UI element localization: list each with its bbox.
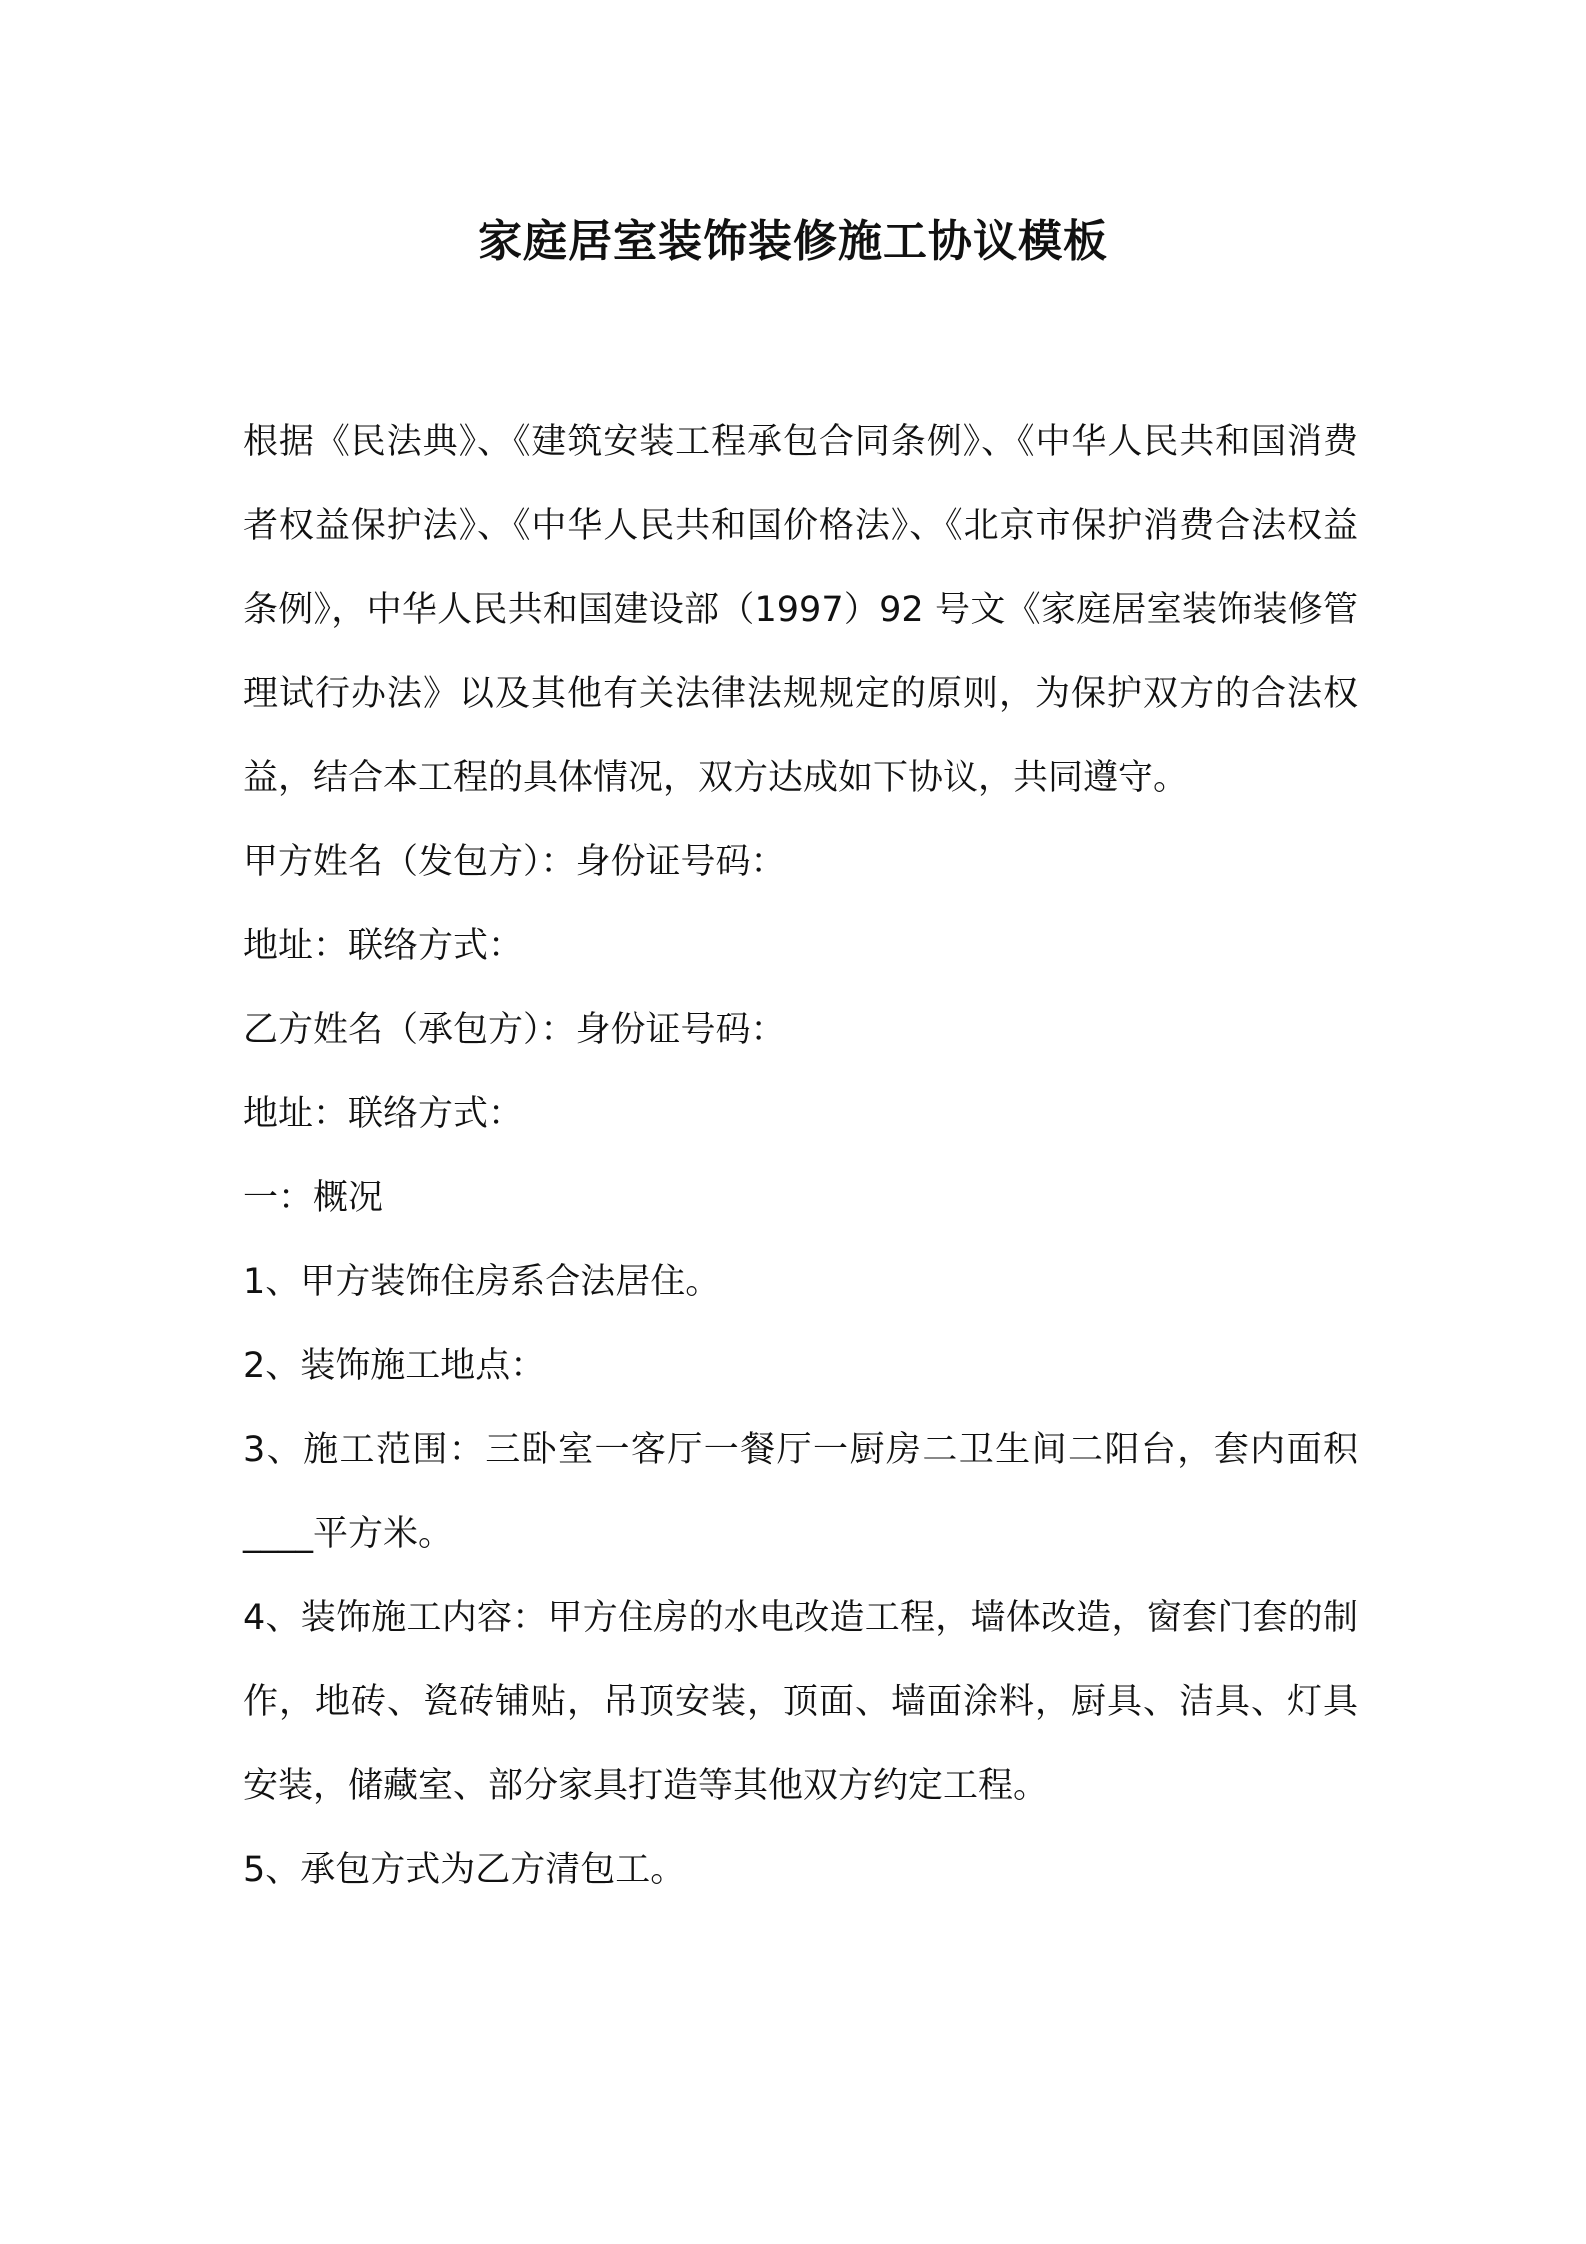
clause-5: 5、承包方式为乙方清包工。 <box>243 1850 686 1890</box>
party-a-address-line: 地址：联络方式： <box>243 926 524 966</box>
clause-4: 4、装饰施工内容：甲方住房的水电改造工程，墙体改造，窗套门套的制作，地砖、瓷砖铺贴，吊顶安装，顶面、墙面涂料，厨具、洁具、灯具安装，储藏室、部分家具打造等其他双方约定工程。 <box>243 1598 1358 1806</box>
party-b-name-line: 乙方姓名（承包方）：身份证号码： <box>243 1010 786 1050</box>
clause-2: 2、装饰施工地点： <box>243 1346 546 1386</box>
document-body <box>243 400 1358 1912</box>
preamble-paragraph: 根据《民法典》、《建筑安装工程承包合同条例》、《中华人民共和国消费者权益保护法》、《中华人民共和国价格法》、《北京市保护消费合法权益条例》，中华人民共和国建设部（1997）92 号文《家庭居室装饰装修管理试行办法》以及其他有关法律法规规定的原则，为保护双方的合法权益，结合本工程的具体情况，双方达成如下协议，共同遵守。 <box>243 422 1358 798</box>
clause-1: 1、甲方装饰住房系合法居住。 <box>243 1262 721 1302</box>
document-title: 家庭居室装饰装修施工协议模板 <box>478 216 1108 267</box>
section-heading-overview: 一：概况 <box>243 1178 384 1218</box>
party-b-address-line: 地址：联络方式： <box>243 1094 524 1134</box>
clause-3: 3、施工范围：三卧室一客厅一餐厅一厨房二卫生间二阳台，套内面积____平方米。 <box>243 1430 1358 1554</box>
party-a-name-line: 甲方姓名（发包方）：身份证号码： <box>243 842 786 882</box>
